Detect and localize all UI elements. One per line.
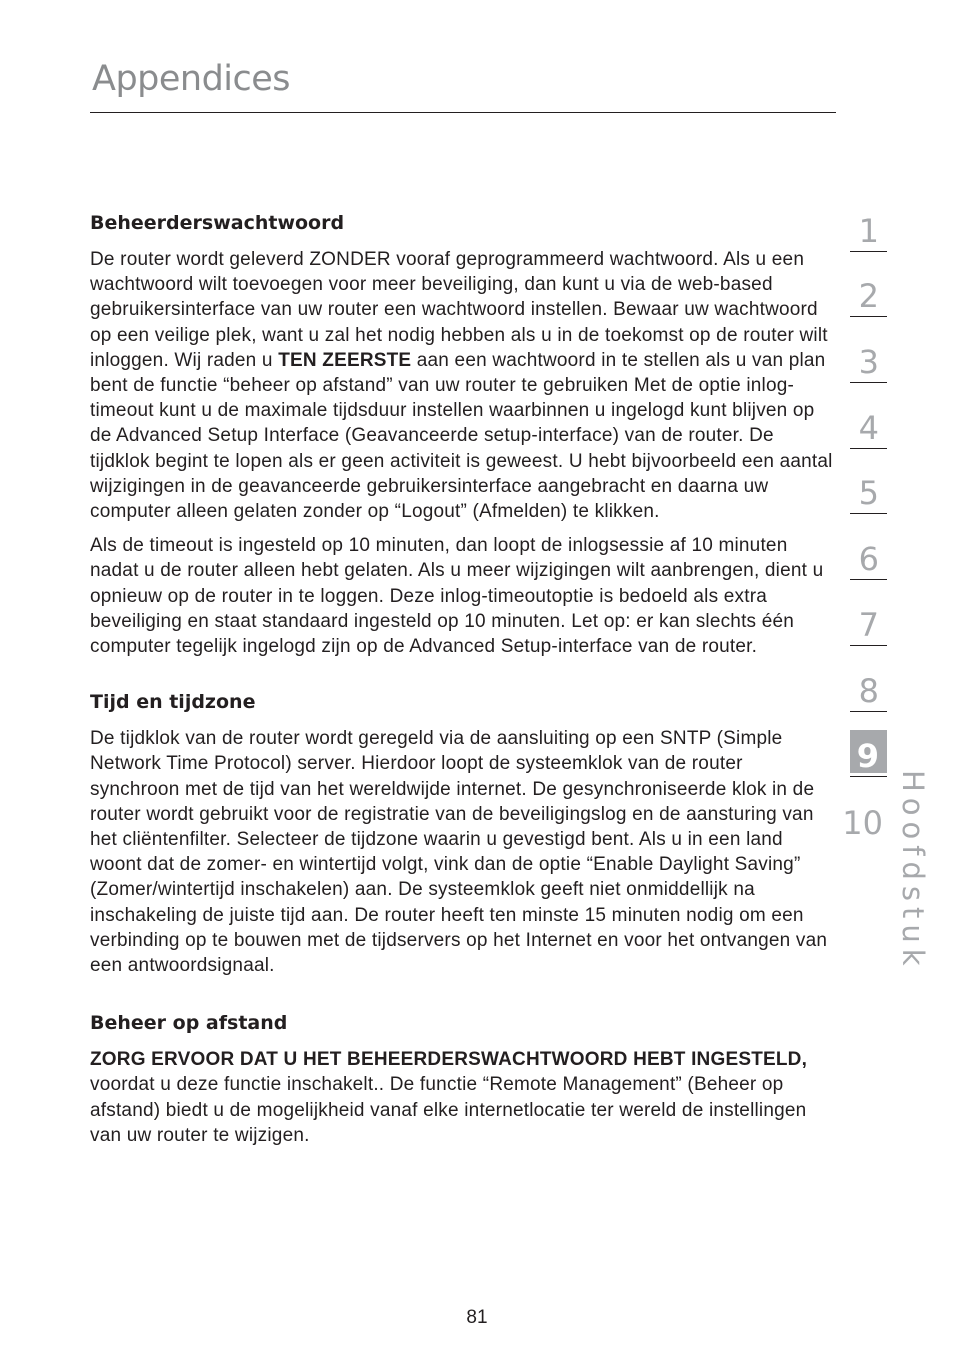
chapter-tab-10[interactable] bbox=[842, 777, 887, 843]
chapter-tab-3[interactable] bbox=[850, 317, 887, 383]
chapter-tab-8[interactable] bbox=[850, 646, 887, 712]
chapter-side-label: Hoofdstuk bbox=[896, 770, 930, 972]
section-tijd-en-tijdzone bbox=[90, 687, 835, 978]
paragraph-text: voordat u deze functie inschakelt.. De functie “Remote Management” (Beheer op afstand) biedt u de mogelijkheid vanaf elke internetlocatie ter wereld de instellingen van uw router te wijzigen. bbox=[90, 1074, 807, 1146]
paragraph-text: aan een wachtwoord in te stellen als u van plan bent de functie “beheer op afstand” van uw router te gebruiken Met de optie inlog-timeout kunt u de maximale tijdsduur instellen waarbinnen u ingelogd kunt blijven op de Advanced Setup Interface (Geavanceerde setup-interface) van de router. De tijdklok begint te lopen als er geen activiteit is geweest. U hebt bijvoorbeeld een aantal wijzigingen in de geavanceerde gebruikersinterface aangebracht en daarna uw computer alleen gelaten zonder op “Logout” (Afmelden) te klikken. bbox=[90, 349, 833, 523]
chapter-number: 9 bbox=[856, 737, 879, 776]
paragraph: De tijdklok van de router wordt geregeld via de aansluiting op een SNTP (Simple Network Time Protocol) server. Hierdoor loopt de systeemklok van de router synchroon met de tijd van het wereldwijde internet. De gesynchroniseerde klok in de router wordt gebruikt voor de registratie van de beveiligingslog en de aansturing van het cliëntenfilter. Selecteer de tijdzone waarin u gevestigd bent. Als u in een land woont dat de zomer- en wintertijd volgt, vink dan de optie “Enable Daylight Saving” (Zomer/wintertijd inschakelen) aan. De systeemklok geeft niet onmiddellijk na inschakeling de juiste tijd aan. De router heeft ten minste 15 minuten nodig om een verbinding op te bouwen met de tijdservers op het Internet en voor het ontvangen van een antwoordsignaal. bbox=[90, 728, 828, 977]
chapter-tab-9-active[interactable] bbox=[850, 712, 887, 778]
section-heading: Tijd en tijdzone bbox=[90, 691, 256, 714]
section-beheer-op-afstand bbox=[90, 1008, 835, 1148]
chapter-tab-2[interactable] bbox=[850, 252, 887, 318]
chapter-number: 1 bbox=[858, 211, 879, 250]
paragraph bbox=[90, 247, 835, 524]
chapter-number: 8 bbox=[858, 671, 879, 710]
section-beheerderswachtwoord bbox=[90, 208, 835, 659]
chapter-number: 2 bbox=[858, 277, 879, 316]
header-divider bbox=[90, 112, 836, 113]
paragraph: Als de timeout is ingesteld op 10 minuten, dan loopt de inlogsessie af 10 minuten nadat u de router alleen hebt gelaten. Als u meer wijzigingen wilt aanbrengen, dient u opnieuw op de router in te loggen. Deze inlog-timeoutoptie is bedoeld als extra beveiliging en staat standaard ingesteld op 10 minuten. Let op: er kan slechts één computer tegelijk ingelogd zijn op de Advanced Setup-interface van de router. bbox=[90, 535, 824, 658]
chapter-number: 10 bbox=[842, 803, 883, 842]
paragraph-text: De router wordt geleverd ZONDER vooraf geprogrammeerd wachtwoord. Als u een wachtwoord wilt toevoegen voor meer beveiliging, dan kunt u via de web-based gebruikersinterface van uw router een wachtwoord instellen. Bewaar uw wachtwoord op een veilige plek, want u zal het nodig hebben als u in de toekomst op de router wilt inloggen. Wij raden u bbox=[90, 249, 828, 371]
chapter-tab-4[interactable] bbox=[850, 383, 887, 449]
section-heading: Beheer op afstand bbox=[90, 1012, 288, 1035]
chapter-number: 7 bbox=[858, 605, 879, 644]
chapter-number: 4 bbox=[858, 408, 879, 447]
chapter-number: 5 bbox=[858, 474, 879, 513]
chapter-number: 3 bbox=[858, 343, 879, 382]
chapter-tab-5[interactable] bbox=[850, 449, 887, 515]
page-header-title: Appendices bbox=[92, 59, 291, 99]
main-content bbox=[90, 208, 835, 1157]
paragraph bbox=[90, 1047, 835, 1148]
section-heading: Beheerderswachtwoord bbox=[90, 212, 345, 234]
chapter-nav bbox=[842, 186, 887, 843]
chapter-number: 6 bbox=[858, 540, 879, 579]
emphasis-text: TEN ZEERSTE bbox=[278, 349, 412, 371]
page-number: 81 bbox=[466, 1307, 488, 1328]
chapter-tab-6[interactable] bbox=[850, 514, 887, 580]
chapter-tab-7[interactable] bbox=[850, 580, 887, 646]
chapter-tab-1[interactable] bbox=[850, 186, 887, 252]
emphasis-text: ZORG ERVOOR DAT U HET BEHEERDERSWACHTWOORD HEBT INGESTELD, bbox=[90, 1049, 808, 1071]
